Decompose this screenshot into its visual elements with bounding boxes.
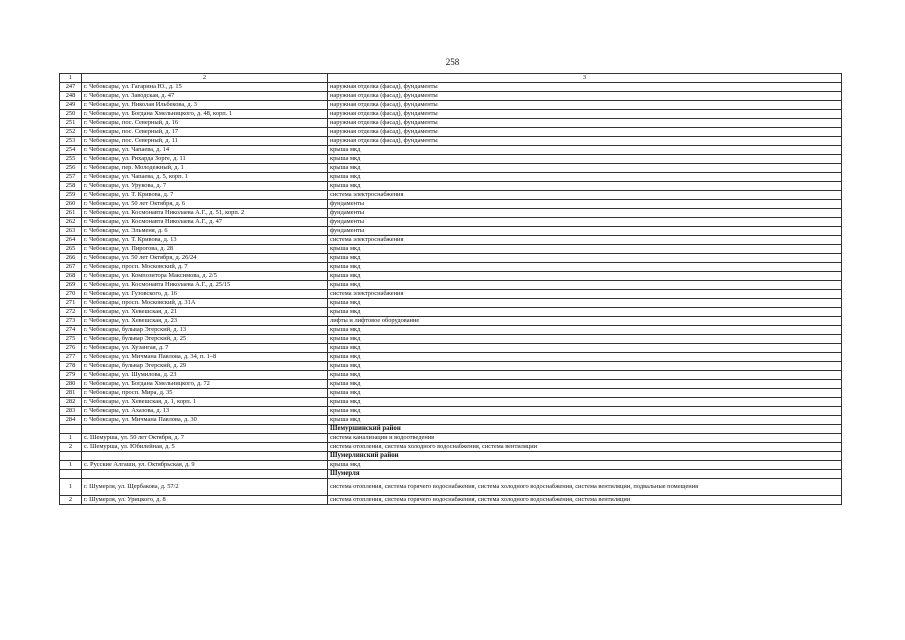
- row-number: 276: [60, 344, 82, 353]
- table-row: [60, 182, 842, 191]
- row-address: г. Чебоксары, ул. Эльменя, д. 6: [82, 227, 328, 236]
- district-title: Шемуршинский район: [328, 425, 842, 434]
- row-number: 263: [60, 227, 82, 236]
- table-row: [60, 191, 842, 200]
- row-work-type: система отопления, система холодного водоснабжения, система вентиляции: [328, 443, 842, 452]
- row-work-type: крыша мкд: [328, 263, 842, 272]
- table-header-row: [60, 74, 842, 83]
- table-row: [60, 353, 842, 362]
- row-address: г. Чебоксары, ул. Композитора Максимова, д. 2/5: [82, 272, 328, 281]
- table-row: [60, 137, 842, 146]
- row-work-type: крыша мкд: [328, 272, 842, 281]
- row-address: г. Чебоксары, пос. Северный, д. 11: [82, 137, 328, 146]
- table-row: [60, 290, 842, 299]
- row-work-type: крыша мкд: [328, 416, 842, 425]
- row-number: 253: [60, 137, 82, 146]
- row-number: 264: [60, 236, 82, 245]
- district-title: Шумерля: [328, 470, 842, 479]
- row-work-type: система электроснабжения: [328, 236, 842, 245]
- row-work-type: крыша мкд: [328, 362, 842, 371]
- row-number: 270: [60, 290, 82, 299]
- row-number: 277: [60, 353, 82, 362]
- row-number: 274: [60, 326, 82, 335]
- column-header-1: 1: [60, 74, 82, 83]
- row-work-type: крыша мкд: [328, 182, 842, 191]
- row-address: с. Русские Алгаши, ул. Октябрьская, д. 9: [82, 461, 328, 470]
- row-address: г. Чебоксары, ул. Мичмана Павлова, д. 30: [82, 416, 328, 425]
- row-address: г. Чебоксары, ул. Хевешская, д. 21: [82, 308, 328, 317]
- row-address: г. Чебоксары, ул. Ахазова, д. 13: [82, 407, 328, 416]
- table-row: [60, 128, 842, 137]
- table-row: [60, 272, 842, 281]
- row-work-type: лифты и лифтовое оборудование: [328, 317, 842, 326]
- table-row: [60, 173, 842, 182]
- empty-cell: [60, 425, 82, 434]
- table-row: [60, 443, 842, 452]
- empty-cell: [82, 425, 328, 434]
- row-address: г. Чебоксары, ул. Хевешская, д. 1, корп. 1: [82, 398, 328, 407]
- row-work-type: крыша мкд: [328, 245, 842, 254]
- row-work-type: крыша мкд: [328, 407, 842, 416]
- table-row: [60, 155, 842, 164]
- row-work-type: крыша мкд: [328, 398, 842, 407]
- table-row: [60, 209, 842, 218]
- row-address: с. Шемурша, ул. Юбилейная, д. 5: [82, 443, 328, 452]
- district-title: Шумерлинский район: [328, 452, 842, 461]
- row-number: 261: [60, 209, 82, 218]
- row-address: г. Чебоксары, ул. Хевешская, д. 23: [82, 317, 328, 326]
- row-number: 269: [60, 281, 82, 290]
- row-work-type: крыша мкд: [328, 380, 842, 389]
- row-address: г. Чебоксары, ул. Т. Кривова, д. 7: [82, 191, 328, 200]
- table-row: [60, 326, 842, 335]
- row-address: г. Чебоксары, просп. Московский, д. 7: [82, 263, 328, 272]
- row-work-type: система отопления, система горячего водоснабжения, система холодного водоснабжения, система вентиляции, подвальные помещения: [328, 479, 842, 496]
- row-address: г. Чебоксары, просп. Мира, д. 35: [82, 389, 328, 398]
- table-row: [60, 496, 842, 505]
- row-work-type: система электроснабжения: [328, 290, 842, 299]
- row-work-type: система отопления, система горячего водоснабжения, система холодного водоснабжения, система вентиляции: [328, 496, 842, 505]
- row-number: 283: [60, 407, 82, 416]
- row-work-type: наружная отделка (фасад), фундаменты: [328, 110, 842, 119]
- column-header-3: 3: [328, 74, 842, 83]
- row-address: г. Чебоксары, пос. Северный, д. 17: [82, 128, 328, 137]
- table-row: [60, 119, 842, 128]
- table-row: [60, 83, 842, 92]
- row-number: 280: [60, 380, 82, 389]
- row-address: г. Чебоксары, просп. Московский, д. 31А: [82, 299, 328, 308]
- row-work-type: крыша мкд: [328, 146, 842, 155]
- table-row: [60, 317, 842, 326]
- row-number: 251: [60, 119, 82, 128]
- row-number: 256: [60, 164, 82, 173]
- table-row: [60, 398, 842, 407]
- row-number: 260: [60, 200, 82, 209]
- row-number: 2: [60, 443, 82, 452]
- row-work-type: крыша мкд: [328, 335, 842, 344]
- row-number: 266: [60, 254, 82, 263]
- row-address: г. Чебоксары, бульвар Эгерский, д. 29: [82, 362, 328, 371]
- row-address: г. Чебоксары, ул. Гузовского, д. 16: [82, 290, 328, 299]
- row-number: 248: [60, 92, 82, 101]
- row-address: г. Чебоксары, ул. Николая Ильбекова, д. 3: [82, 101, 328, 110]
- row-work-type: наружная отделка (фасад), фундаменты: [328, 137, 842, 146]
- row-address: г. Чебоксары, ул. Чапаева, д. 5, корп. 1: [82, 173, 328, 182]
- district-header-row: [60, 470, 842, 479]
- row-number: 250: [60, 110, 82, 119]
- row-number: 262: [60, 218, 82, 227]
- empty-cell: [82, 470, 328, 479]
- row-number: 272: [60, 308, 82, 317]
- row-number: 282: [60, 398, 82, 407]
- row-number: 271: [60, 299, 82, 308]
- row-address: г. Чебоксары, бульвар Эгерский, д. 13: [82, 326, 328, 335]
- table-row: [60, 416, 842, 425]
- table-row: [60, 371, 842, 380]
- row-address: г. Чебоксары, пос. Северный, д. 16: [82, 119, 328, 128]
- row-work-type: фундаменты: [328, 218, 842, 227]
- row-number: 257: [60, 173, 82, 182]
- empty-cell: [60, 452, 82, 461]
- row-number: 278: [60, 362, 82, 371]
- row-address: г. Чебоксары, ул. 50 лет Октября, д. 6: [82, 200, 328, 209]
- row-number: 273: [60, 317, 82, 326]
- row-address: г. Чебоксары, бульвар Эгерский, д. 25: [82, 335, 328, 344]
- table-row: [60, 434, 842, 443]
- row-work-type: наружная отделка (фасад), фундаменты: [328, 119, 842, 128]
- row-address: г. Чебоксары, ул. Космонавта Николаева А.Г., д. 47: [82, 218, 328, 227]
- table-row: [60, 281, 842, 290]
- row-work-type: наружная отделка (фасад), фундаменты: [328, 92, 842, 101]
- row-number: 284: [60, 416, 82, 425]
- row-work-type: крыша мкд: [328, 299, 842, 308]
- row-work-type: крыша мкд: [328, 326, 842, 335]
- table-row: [60, 92, 842, 101]
- table-row: [60, 254, 842, 263]
- row-work-type: крыша мкд: [328, 344, 842, 353]
- column-header-2: 2: [82, 74, 328, 83]
- row-address: г. Чебоксары, пер. Молодежный, д. 1: [82, 164, 328, 173]
- row-number: 249: [60, 101, 82, 110]
- table-row: [60, 164, 842, 173]
- table-row: [60, 236, 842, 245]
- row-work-type: крыша мкд: [328, 461, 842, 470]
- row-number: 281: [60, 389, 82, 398]
- row-work-type: крыша мкд: [328, 164, 842, 173]
- empty-cell: [82, 452, 328, 461]
- table-row: [60, 218, 842, 227]
- row-number: 2: [60, 496, 82, 505]
- table-row: [60, 200, 842, 209]
- row-address: г. Чебоксары, ул. Богдана Хмельницкого, д. 72: [82, 380, 328, 389]
- row-work-type: крыша мкд: [328, 389, 842, 398]
- row-number: 279: [60, 371, 82, 380]
- works-table: [59, 73, 842, 505]
- row-address: г. Чебоксары, ул. Урукова, д. 7: [82, 182, 328, 191]
- table-row: [60, 110, 842, 119]
- row-address: г. Чебоксары, ул. 50 лет Октября, д. 26/24: [82, 254, 328, 263]
- row-work-type: крыша мкд: [328, 353, 842, 362]
- row-number: 252: [60, 128, 82, 137]
- row-address: г. Чебоксары, ул. Шумилова, д. 23: [82, 371, 328, 380]
- row-number: 255: [60, 155, 82, 164]
- row-work-type: крыша мкд: [328, 155, 842, 164]
- row-work-type: крыша мкд: [328, 254, 842, 263]
- table-row: [60, 299, 842, 308]
- table-row: [60, 380, 842, 389]
- row-work-type: система канализации и водоотведения: [328, 434, 842, 443]
- row-address: г. Чебоксары, ул. Рихарда Зорге, д. 11: [82, 155, 328, 164]
- row-address: г. Шумерля, ул. Щербакова, д. 57/2: [82, 479, 328, 496]
- row-work-type: наружная отделка (фасад), фундаменты: [328, 83, 842, 92]
- row-number: 267: [60, 263, 82, 272]
- row-number: 265: [60, 245, 82, 254]
- row-address: г. Чебоксары, ул. Гагарина Ю., д. 15: [82, 83, 328, 92]
- table-row: [60, 263, 842, 272]
- table-row: [60, 101, 842, 110]
- row-work-type: наружная отделка (фасад), фундаменты: [328, 128, 842, 137]
- table-row: [60, 335, 842, 344]
- row-work-type: фундаменты: [328, 209, 842, 218]
- row-number: 258: [60, 182, 82, 191]
- table-row: [60, 479, 842, 496]
- page-number: 258: [445, 57, 460, 67]
- row-work-type: крыша мкд: [328, 308, 842, 317]
- table-row: [60, 407, 842, 416]
- row-address: с. Шемурша, ул. 50 лет Октября, д. 7: [82, 434, 328, 443]
- row-address: г. Чебоксары, ул. Космонавта Николаева А.Г., д. 51, корп. 2: [82, 209, 328, 218]
- row-number: 1: [60, 461, 82, 470]
- row-number: 275: [60, 335, 82, 344]
- table-row: [60, 362, 842, 371]
- row-work-type: система электроснабжения: [328, 191, 842, 200]
- row-work-type: крыша мкд: [328, 371, 842, 380]
- row-work-type: фундаменты: [328, 200, 842, 209]
- row-number: 259: [60, 191, 82, 200]
- row-work-type: фундаменты: [328, 227, 842, 236]
- table-row: [60, 461, 842, 470]
- row-work-type: крыша мкд: [328, 281, 842, 290]
- row-address: г. Чебоксары, ул. Пирогова, д. 28: [82, 245, 328, 254]
- row-address: г. Чебоксары, ул. Заводская, д. 47: [82, 92, 328, 101]
- row-number: 254: [60, 146, 82, 155]
- table-row: [60, 344, 842, 353]
- row-address: г. Чебоксары, ул. Хузангая, д. 7: [82, 344, 328, 353]
- table-row: [60, 308, 842, 317]
- table-row: [60, 245, 842, 254]
- row-work-type: наружная отделка (фасад), фундаменты: [328, 101, 842, 110]
- row-address: г. Чебоксары, ул. Т. Кривова, д. 13: [82, 236, 328, 245]
- district-header-row: [60, 425, 842, 434]
- table-row: [60, 227, 842, 236]
- district-header-row: [60, 452, 842, 461]
- row-number: 1: [60, 479, 82, 496]
- row-address: г. Чебоксары, ул. Мичмана Павлова, д. 34, п. 1–8: [82, 353, 328, 362]
- table-row: [60, 146, 842, 155]
- table-row: [60, 389, 842, 398]
- row-number: 247: [60, 83, 82, 92]
- row-number: 268: [60, 272, 82, 281]
- row-address: г. Чебоксары, ул. Космонавта Николаева А.Г., д. 25/15: [82, 281, 328, 290]
- row-address: г. Чебоксары, ул. Богдана Хмельницкого, д. 48, корп. 1: [82, 110, 328, 119]
- row-address: г. Чебоксары, ул. Чапаева, д. 14: [82, 146, 328, 155]
- row-number: 1: [60, 434, 82, 443]
- row-work-type: крыша мкд: [328, 173, 842, 182]
- empty-cell: [60, 470, 82, 479]
- row-address: г. Шумерля, ул. Урицкого, д. 8: [82, 496, 328, 505]
